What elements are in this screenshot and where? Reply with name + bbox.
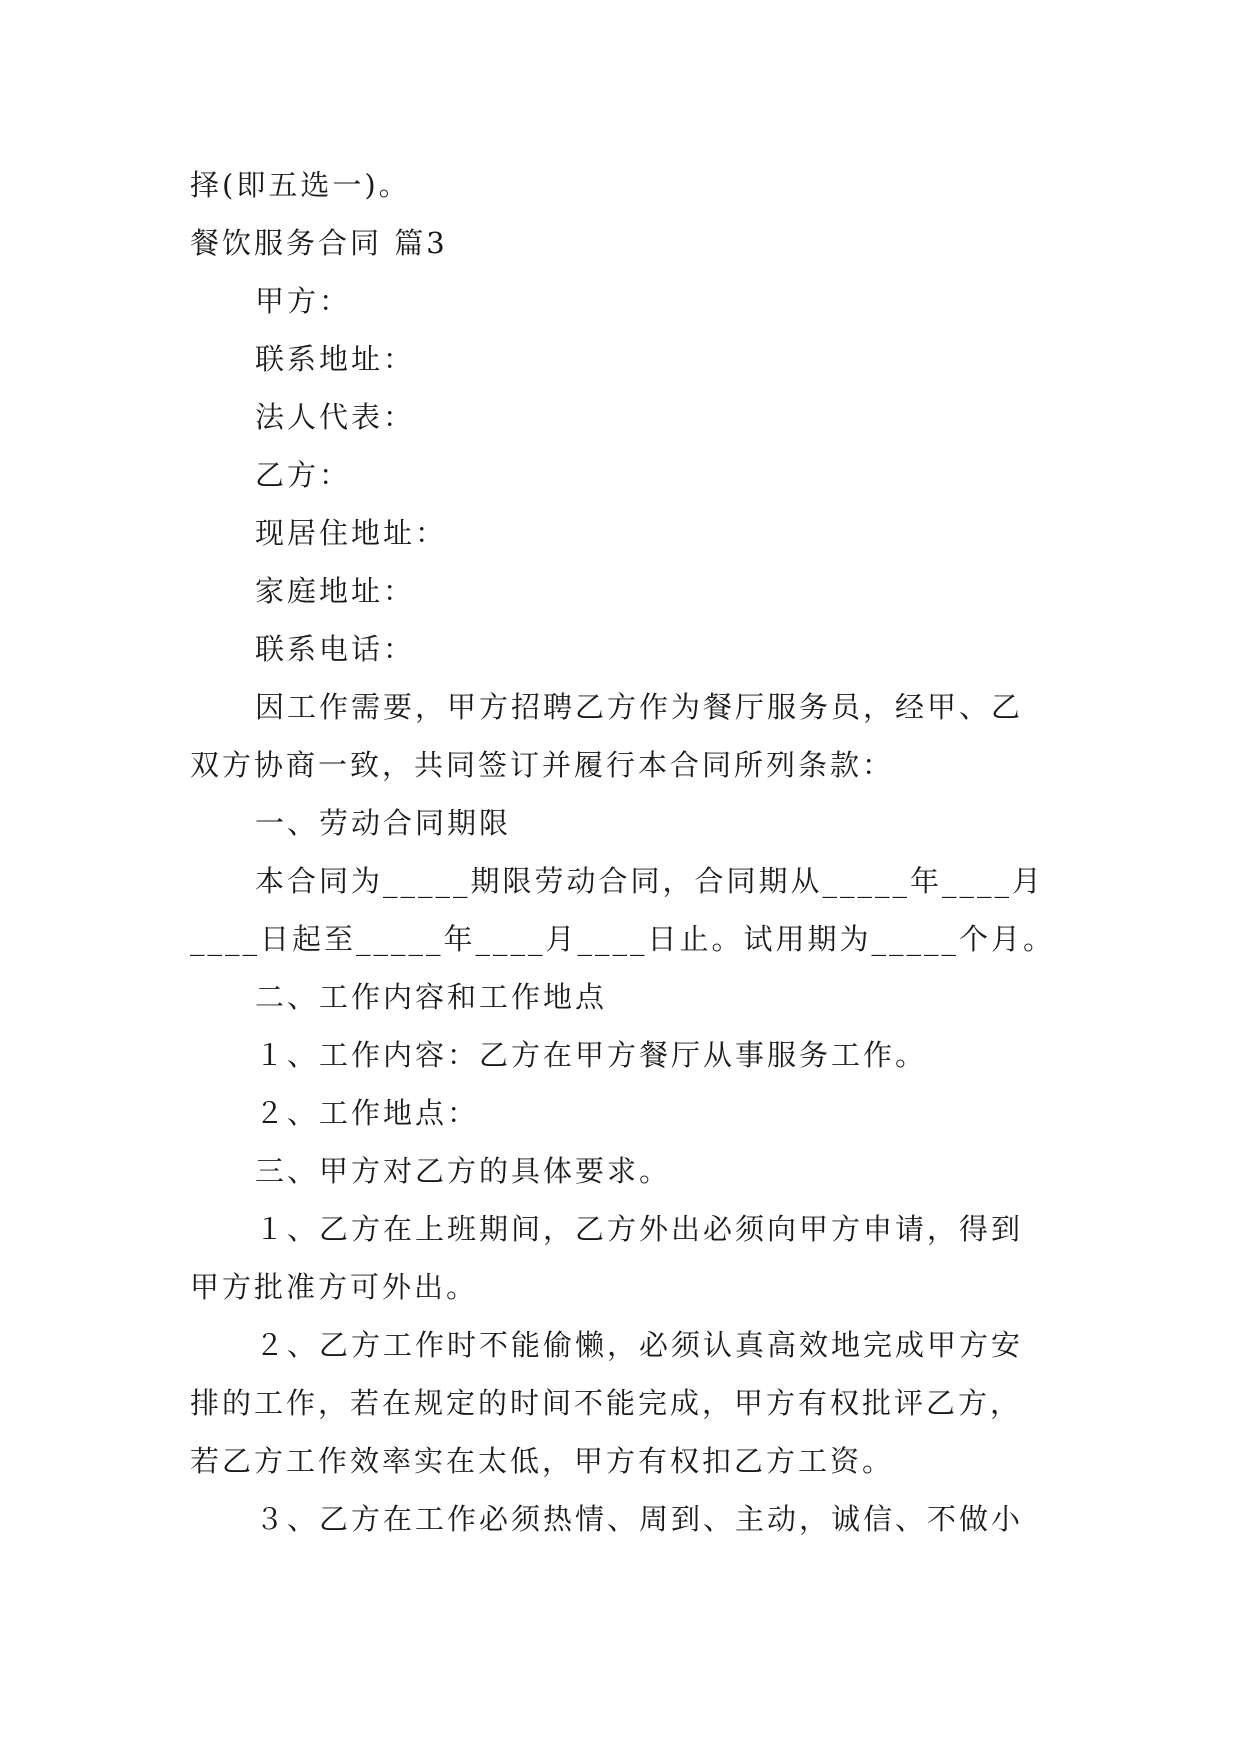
- list-item: ２、工作地点：: [255, 1096, 480, 1130]
- party-a-label: 甲方：: [255, 284, 352, 318]
- paragraph-line: 甲方批准方可外出。: [190, 1270, 479, 1304]
- list-item: ２、乙方工作时不能偷懒，必须认真高效地完成甲方安: [255, 1328, 1024, 1362]
- list-item: １、乙方在上班期间，乙方外出必须向甲方申请，得到: [255, 1212, 1024, 1246]
- legal-representative-label: 法人代表：: [255, 400, 416, 434]
- current-address-label: 现居住地址：: [255, 516, 448, 550]
- section-heading: 餐饮服务合同 篇3: [190, 226, 448, 260]
- paragraph-line: 因工作需要，甲方招聘乙方作为餐厅服务员，经甲、乙: [255, 690, 1024, 724]
- paragraph-line: 本合同为_____期限劳动合同，合同期从_____年____月: [255, 864, 1045, 898]
- clause-heading: 一、劳动合同期限: [255, 806, 512, 840]
- clause-heading: 三、甲方对乙方的具体要求。: [255, 1154, 672, 1188]
- paragraph-line: 排的工作，若在规定的时间不能完成，甲方有权批评乙方，: [190, 1386, 1023, 1420]
- paragraph-line: 若乙方工作效率实在太低，甲方有权扣乙方工资。: [190, 1444, 895, 1478]
- list-item: １、工作内容：乙方在甲方餐厅从事服务工作。: [255, 1038, 928, 1072]
- contact-phone-label: 联系电话：: [255, 632, 416, 666]
- home-address-label: 家庭地址：: [255, 574, 416, 608]
- list-item: ３、乙方在工作必须热情、周到、主动，诚信、不做小: [255, 1502, 1024, 1536]
- contact-address-label: 联系地址：: [255, 342, 416, 376]
- paragraph-line: 双方协商一致，共同签订并履行本合同所列条款：: [190, 748, 895, 782]
- paragraph-line: ____日起至_____年____月____日止。试用期为_____个月。: [190, 922, 1056, 956]
- text-line-continuation: 择(即五选一)。: [190, 168, 411, 202]
- party-b-label: 乙方：: [255, 458, 352, 492]
- clause-heading: 二、工作内容和工作地点: [255, 980, 608, 1014]
